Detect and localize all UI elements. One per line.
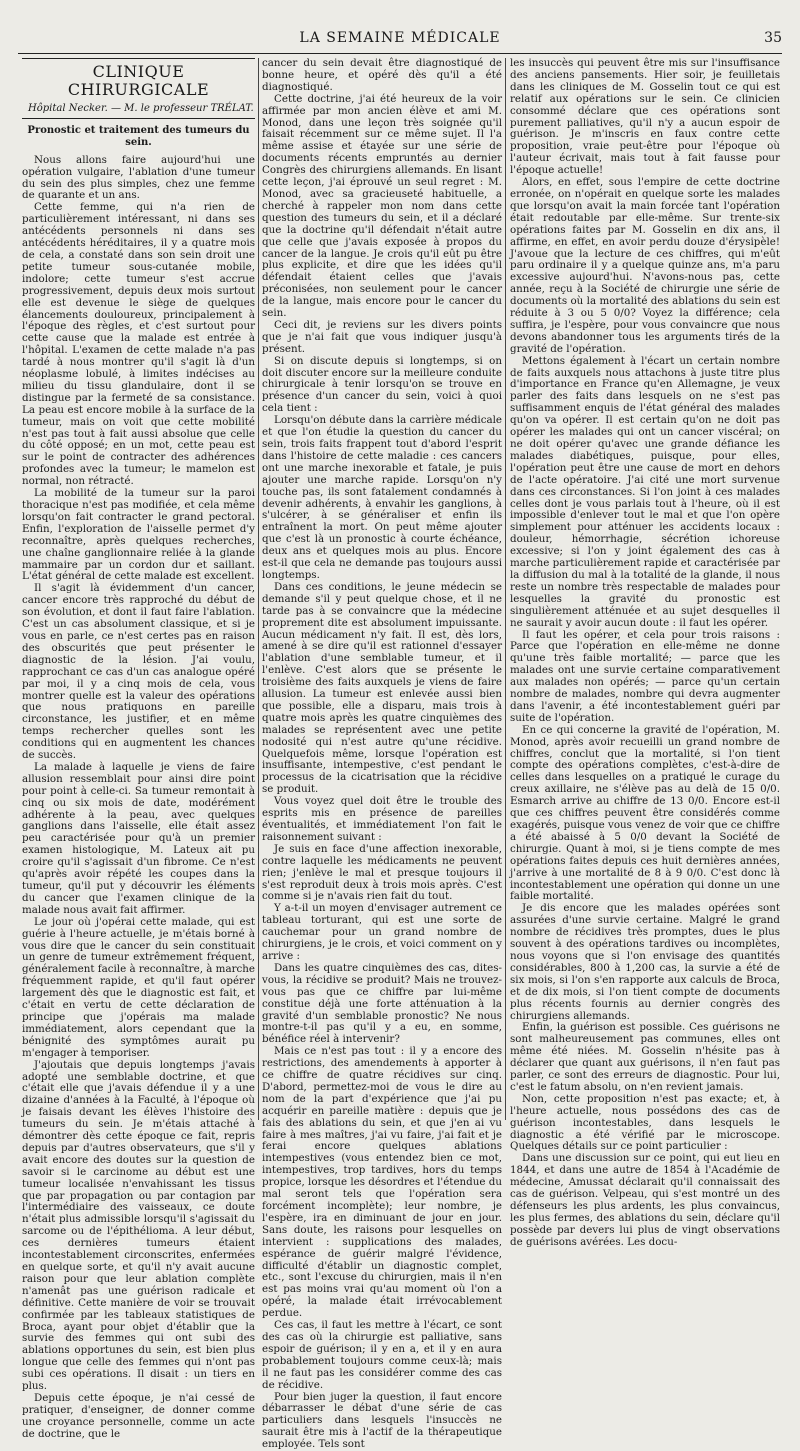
article-heading: CLINIQUE CHIRURGICALE: [22, 63, 255, 99]
column-1: [22, 58, 255, 1120]
paragraph: Dans une discussion sur ce point, qui eut lieu en 1844, et dans une autre de 1854 à l'Académie de médecine, Amussat déclarait qu'il connaissait des cas de guérison. Velpeau, qui s'est montré un des défenseurs les plus ardents, les plus convaincus, les plus fermes, des ablations du sein, déclare qu'il possède par devers lui plus de vingt observations de guérisons avérées. Les docu-: [510, 1153, 780, 1248]
article-heading-box: [22, 58, 255, 119]
paragraph: Ceci dit, je reviens sur les divers points que je n'ai fait que vous indiquer jusqu'à présent.: [262, 320, 502, 356]
paragraph: Ces cas, il faut les mettre à l'écart, ce sont des cas où la chirurgie est palliative, sans espoir de guérison; il y en a, et il y en aura probablement toujours comme ceux-là; mais il ne faut pas les considérer comme des cas de récidive.: [262, 1320, 502, 1391]
paragraph: Alors, en effet, sous l'empire de cette doctrine erronée, on n'opérait en quelque sorte les malades que lorsqu'on avait la main forcée tant l'opération était redoutable par elle-même. Sur trente-six opérations faites par M. Gosselin en dix ans, il affirme, en effet, en avoir perdu douze d'érysipèle! J'avoue que la lecture de ces chiffres, qui m'eût paru ordinaire il y a quelque quinze ans, m'a paru excessive aujourd'hui. N'avons-nous pas, cette année, reçu à la Société de chirurgie une série de documents où la mortalité des ablations du sein est réduite à 3 ou 5 0/0? Voyez la différence; cela suffira, je l'espère, pour vous convaincre que nous devons abandonner tous les arguments tirés de la gravité de l'opération.: [510, 177, 780, 356]
paragraph: Mettons également à l'écart un certain nombre de faits auxquels nous attachons à juste titre plus d'importance en France qu'en Allemagne, je veux parler des faits dans lesquels on ne s'est pas suffisamment enquis de l'état général des malades qu'on va opérer. Il est certain qu'on ne doit pas opérer les malades qui ont un cancer viscéral; on ne doit opérer qu'avec une grande défiance les malades diabétiques, puisque, pour elles, l'opération peut être une cause de mort en dehors de l'acte opératoire. J'ai cité une mort survenue dans ces circonstances. Si l'on joint à ces malades celles dont je vous parlais tout à l'heure, où il est impossible d'enlever tout le mal et que l'on opère simplement pour atténuer les accidents locaux : douleur, hémorrhagie, sécrétion ichoreuse excessive; si l'on y joint également des cas à marche particulièrement rapide et caractérisée par la diffusion du mal à la totalité de la glande, il nous reste un nombre très respectable de malades pour lesquelles la gravité du pronostic est singulièrement atténuée et au sujet desquelles il ne saurait y avoir aucun doute : il faut les opérer.: [510, 356, 780, 630]
paragraph: Je suis en face d'une affection inexorable, contre laquelle les médicaments ne peuvent rien; j'enlève le mal et presque toujours il s'est reproduit deux à trois mois après. C'est comme si je n'avais rien fait du tout.: [262, 844, 502, 904]
paragraph: La mobilité de la tumeur sur la paroi thoracique n'est pas modifiée, et cela même lorsqu'on fait contracter le grand pectoral. Enfin, l'exploration de l'aisselle permet d'y reconnaître, après quelques recherches, une chaîne ganglionnaire reliée à la glande mammaire par un cordon dur et saillant. L'état général de cette malade est excellent.: [22, 488, 255, 583]
journal-title: LA SEMAINE MÉDICALE: [18, 30, 782, 46]
paragraph: Depuis cette époque, je n'ai cessé de pratiquer, d'enseigner, de donner comme une croyance personnelle, comme un acte de doctrine, que le: [22, 1393, 255, 1441]
page-header: [18, 30, 782, 52]
paragraph: Dans les quatre cinquièmes des cas, dites-vous, la récidive se produit? Mais ne trouvez-vous pas que ce chiffre par lui-même constitue déjà une forte atténuation à la gravité d'un semblable pronostic? Ne nous montre-t-il pas qu'il y a eu, en somme, bénéfice réel à intervenir?: [262, 963, 502, 1046]
column-3: [510, 58, 780, 1120]
paragraph: Le jour où j'opérai cette malade, qui est guérie à l'heure actuelle, je m'étais borné à vous dire que le cancer du sein constituait un genre de tumeur extrêmement fréquent, généralement facile à reconnaître, à marche fréquemment rapide, et qu'il faut opérer largement dès que le diagnostic est fait, et c'était en vertu de cette déclaration de principe que j'opérais ma malade immédiatement, alors cependant que la bénignité des symptômes aurait pu m'engager à temporiser.: [22, 917, 255, 1060]
paragraph: les insuccès qui peuvent être mis sur l'insuffisance des anciens pansements. Hier soir, je feuilletais dans les cliniques de M. Gosselin tout ce qui est relatif aux opérations sur le sein. Ce clinicien consommé déclare que ces opérations sont purement palliatives, qu'il n'y a aucun espoir de guérison. Je m'inscris en faux contre cette proposition, vraie peut-être pour l'époque où l'auteur écrivait, mais tout à fait fausse pour l'époque actuelle!: [510, 58, 780, 177]
paragraph: cancer du sein devait être diagnostiqué de bonne heure, et opéré dès qu'il a été diagnostiqué.: [262, 58, 502, 94]
paragraph: Enfin, la guérison est possible. Ces guérisons ne sont malheureusement pas communes, elles ont même été niées. M. Gosselin n'hésite pas à déclarer que quant aux guérisons, il n'en faut pas parler, ce sont des erreurs de diagnostic. Pour lui, c'est le fatum absolu, on n'en revient jamais.: [510, 1022, 780, 1093]
paragraph: Nous allons faire aujourd'hui une opération vulgaire, l'ablation d'une tumeur du sein des plus simples, chez une femme de quarante et un ans.: [22, 155, 255, 203]
paragraph: La malade à laquelle je viens de faire allusion ressemblait pour ainsi dire point pour point à celle-ci. Sa tumeur remontait à cinq ou six mois de date, modérément adhérente à la peau, avec quelques ganglions dans l'aisselle, elle était assez peu caractérisée pour qu'à un premier examen histologique, M. Lateux ait pu croire qu'il s'agissait d'un fibrome. Ce n'est qu'après avoir répété les coupes dans la tumeur, qu'il put y découvrir les éléments du cancer que l'examen clinique de la malade nous avait fait affirmer.: [22, 762, 255, 917]
paragraph: Dans ces conditions, le jeune médecin se demande s'il y peut quelque chose, et il ne tarde pas à se convaincre que la médecine proprement dite est absolument impuissante. Aucun médicament n'y fait. Il est, dès lors, amené à se dire qu'il est rationnel d'essayer l'ablation d'une semblable tumeur, et il l'enlève. C'est alors que se présente le troisième des faits auxquels je viens de faire allusion. La tumeur est enlevée aussi bien que possible, elle a disparu, mais trois à quatre mois après les quatre cinquièmes des malades se représentent avec une petite nodosité qui n'est autre qu'une récidive. Quelquefois même, lorsque l'opération est insuffisante, intempestive, c'est pendant le processus de la cicatrisation que la récidive se produit.: [262, 582, 502, 796]
article-subheading: Hôpital Necker. — M. le professeur TRÉLAT.: [22, 103, 255, 115]
column-rule-2: [505, 58, 506, 1120]
page-number: 35: [764, 30, 782, 46]
column-2: [262, 58, 502, 1120]
paragraph: Pour bien juger la question, il faut encore débarrasser le débat d'une série de cas particuliers dans lesquels l'insuccès ne saurait être mis à l'actif de la thérapeutique employée. Tels sont: [262, 1392, 502, 1451]
paragraph: Lorsqu'on débute dans la carrière médicale et que l'on étudie la question du cancer du sein, trois faits frappent tout d'abord l'esprit dans l'histoire de cette maladie : ces cancers ont une marche inexorable et fatale, je puis ajouter une marche rapide. Lorsqu'on n'y touche pas, ils sont fatalement condamnés à devenir adhérents, à envahir les ganglions, à s'ulcérer, à se généraliser et enfin ils entraînent la mort. On peut même ajouter que c'est là un pronostic à courte échéance, deux ans et quelques mois au plus. Encore est-il que cela ne demande pas toujours aussi longtemps.: [262, 415, 502, 582]
paragraph: Si on discute depuis si longtemps, si on doit discuter encore sur la meilleure conduite chirurgicale à tenir lorsqu'on se trouve en présence d'un cancer du sein, voici à quoi cela tient :: [262, 356, 502, 416]
header-rule: [18, 53, 782, 54]
section-title: Pronostic et traitement des tumeurs du sein.: [22, 125, 255, 149]
paragraph: Cette doctrine, j'ai été heureux de la voir affirmée par mon ancien élève et ami M. Monod, dans une leçon très soignée qu'il faisait récemment sur ce même sujet. Il l'a même assise et étayée sur une série de documents récents empruntés au dernier Congrès des chirurgiens allemands. En lisant cette leçon, j'ai éprouvé un seul regret : M. Monod, avec sa gracieuseté habituelle, a cherché à rappeler mon nom dans cette question des tumeurs du sein, et il a déclaré que la doctrine qu'il défendait n'était autre que celle que j'avais exposée à propos du cancer de la langue. Je crois qu'il eût pu être plus explicite, et dire que les idées qu'il défendait étaient celles que j'avais préconisées, non seulement pour le cancer de la langue, mais encore pour le cancer du sein.: [262, 94, 502, 320]
paragraph: Je dis encore que les malades opérées sont assurées d'une survie certaine. Malgré le grand nombre de récidives très promptes, dues le plus souvent à des opérations tardives ou incomplètes, nous voyons que si l'on envisage des quantités considérables, 800 à 1,200 cas, la survie a été de six mois, si l'on s'en rapporte aux calculs de Broca, et de dix mois, si l'on tient compte de documents plus récents fournis au dernier congrès des chirurgiens allemands.: [510, 903, 780, 1022]
paragraph: Il faut les opérer, et cela pour trois raisons : Parce que l'opération en elle-même ne donne qu'une très faible mortalité; — parce que les malades ont une survie certaine comparativement aux malades non opérés; — parce qu'un certain nombre de malades, nombre qui devra augmenter dans l'avenir, a été incontestablement guéri par suite de l'opération.: [510, 630, 780, 725]
column-rule-1: [258, 58, 259, 1120]
paragraph: J'ajoutais que depuis longtemps j'avais adopté une semblable doctrine, et que c'était elle que j'avais défendue il y a une dizaine d'années à la Faculté, à l'époque où je faisais devant les élèves l'histoire des tumeurs du sein. Je m'étais attaché à démontrer dès cette époque ce fait, repris depuis par d'autres observateurs, que s'il y avait encore des doutes sur la question de savoir si le carcinome au début est une tumeur localisée n'envahissant les tissus que par propagation ou par contagion par l'intermédiaire des vaisseaux, ce doute n'était plus admissible lorsqu'il s'agissait du sarcome ou de l'épithélioma. A leur début, ces dernières tumeurs étaient incontestablement circonscrites, enfermées en quelque sorte, et qu'il n'y avait aucune raison pour que leur ablation complète n'amenât pas une guérison radicale et définitive. Cette manière de voir se trouvait confirmée par les tableaux statistiques de Broca, ayant pour objet d'établir que la survie des femmes qui ont subi des ablations opportunes du sein, est bien plus longue que celle des femmes qui n'ont pas subi ces opérations. Il disait : un tiers en plus.: [22, 1060, 255, 1393]
paragraph: Non, cette proposition n'est pas exacte; et, à l'heure actuelle, nous possédons des cas de guérison incontestables, dans lesquels le diagnostic a été vérifié par le microscope. Quelques détails sur ce point particulier :: [510, 1094, 780, 1154]
paragraph: Y a-t-il un moyen d'envisager autrement ce tableau torturant, qui est une sorte de cauchemar pour un grand nombre de chirurgiens, je le crois, et voici comment on y arrive :: [262, 903, 502, 963]
paragraph: En ce qui concerne la gravité de l'opération, M. Monod, après avoir recueilli un grand nombre de chiffres, conclut que la mortalité, si l'on tient compte des opérations complètes, c'est-à-dire de celles dans lesquelles on a pratiqué le curage du creux axillaire, ne s'élève pas au delà de 15 0/0. Esmarch arrive au chiffre de 13 0/0. Encore est-il que ces chiffres peuvent être considérés comme exagérés, puisque vous venez de voir que ce chiffre a été abaissé à 5 0/0 devant la Société de chirurgie. Quant à moi, si je tiens compte de mes opérations faites depuis ces huit dernières années, j'arrive à une mortalité de 8 à 9 0/0. C'est donc là incontestablement une opération qui donne un une faible mortalité.: [510, 725, 780, 904]
paragraph: Cette femme, qui n'a rien de particulièrement intéressant, ni dans ses antécédents personnels ni dans ses antécédents héréditaires, il y a quatre mois de cela, a constaté dans son sein droit une petite tumeur sous-cutanée mobile, indolore; cette tumeur s'est accrue progressivement, depuis deux mois surtout elle est devenue le siège de quelques élancements douloureux, principalement à l'époque des règles, et c'est surtout pour cette cause que la malade est entrée à l'hôpital. L'examen de cette malade n'a pas tardé à nous montrer qu'il s'agit là d'un néoplasme lobulé, à limites indécises au milieu du tissu glandulaire, dont il se distingue par la fermeté de sa consistance. La peau est encore mobile à la surface de la tumeur, mais on voit que cette mobilité n'est pas tout à fait aussi absolue que celle du côté opposé; en un mot, cette peau est sur le point de contracter des adhérences profondes avec la tumeur; le mamelon est normal, non rétracté.: [22, 202, 255, 488]
paragraph: Il s'agit là évidemment d'un cancer, cancer encore très rapproché du début de son évolution, et dont il faut faire l'ablation. C'est un cas absolument classique, et si je vous en parle, ce n'est certes pas en raison des obscurités que peut présenter le diagnostic de la lésion. J'ai voulu, rapprochant ce cas d'un cas analogue opéré par moi, il y a cinq mois de cela, vous montrer quelle est la valeur des opérations que nous pratiquons en pareille circonstance, les justifier, et en même temps rechercher quelles sont les conditions qui en augmentent les chances de succès.: [22, 583, 255, 762]
paragraph: Mais ce n'est pas tout : il y a encore des restrictions, des amendements à apporter à ce chiffre de quatre récidives sur cinq. D'abord, permettez-moi de vous le dire au nom de la part d'expérience que j'ai pu acquérir en pareille matière : depuis que je fais des ablations du sein, et que j'en ai vu faire à mes maîtres, j'ai vu faire, j'ai fait et je ferai encore quelques ablations intempestives (vous entendez bien ce mot, intempestives, trop tardives, hors du temps propice, lorsque les désordres et l'étendue du mal seront tels que l'opération sera forcément incomplète); leur nombre, je l'espère, ira en diminuant de jour en jour. Sans doute, les raisons pour lesquelles on intervient : supplications des malades, espérance de guérir malgré l'évidence, difficulté d'établir un diagnostic complet, etc., sont l'excuse du chirurgien, mais il n'en est pas moins vrai qu'au moment où l'on a opéré, la malade était irrévocablement perdue.: [262, 1046, 502, 1320]
paragraph: Vous voyez quel doit être le trouble des esprits mis en présence de pareilles éventualités, et immédiatement l'on fait le raisonnement suivant :: [262, 796, 502, 844]
